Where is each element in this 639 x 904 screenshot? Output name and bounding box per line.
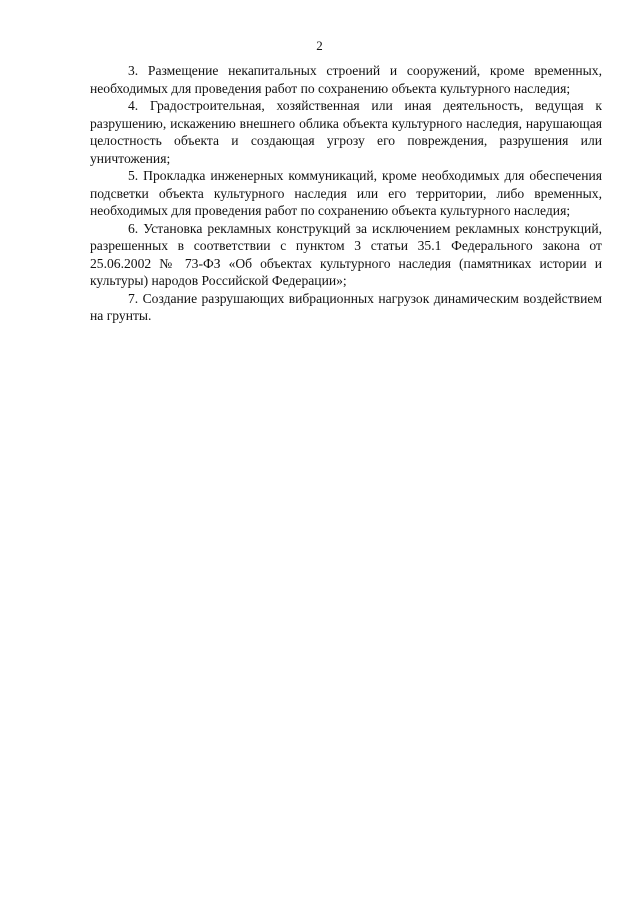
paragraph-item-5: 5. Прокладка инженерных коммуникаций, кроме необходимых для обеспечения подсветки объекта культурного наследия или его территории, либо временных, необходимых для проведения работ по сохранению объекта культурного наследия; (90, 168, 602, 218)
document-body (90, 62, 602, 325)
paragraph-item-3: 3. Размещение некапитальных строений и сооружений, кроме временных, необходимых для проведения работ по сохранению объекта культурного наследия; (90, 63, 602, 96)
paragraph-item-4: 4. Градостроительная, хозяйственная или иная деятельность, ведущая к разрушению, искажению внешнего облика объекта культурного наследия, нарушающая целостность объекта и создающая угрозу его повреждения, разрушения или уничтожения; (90, 98, 602, 166)
paragraph-item-6: 6. Установка рекламных конструкций за исключением рекламных конструкций, разрешенных в соответствии с пунктом 3 статьи 35.1 Федерального закона от 25.06.2002 № 73-ФЗ «Об объектах культурного наследия (памятниках истории и культуры) народов Российской Федерации»; (90, 220, 602, 288)
paragraph-item-7: 7. Создание разрушающих вибрационных нагрузок динамическим воздействием на грунты. (90, 290, 602, 323)
page-number: 2 (316, 38, 323, 53)
